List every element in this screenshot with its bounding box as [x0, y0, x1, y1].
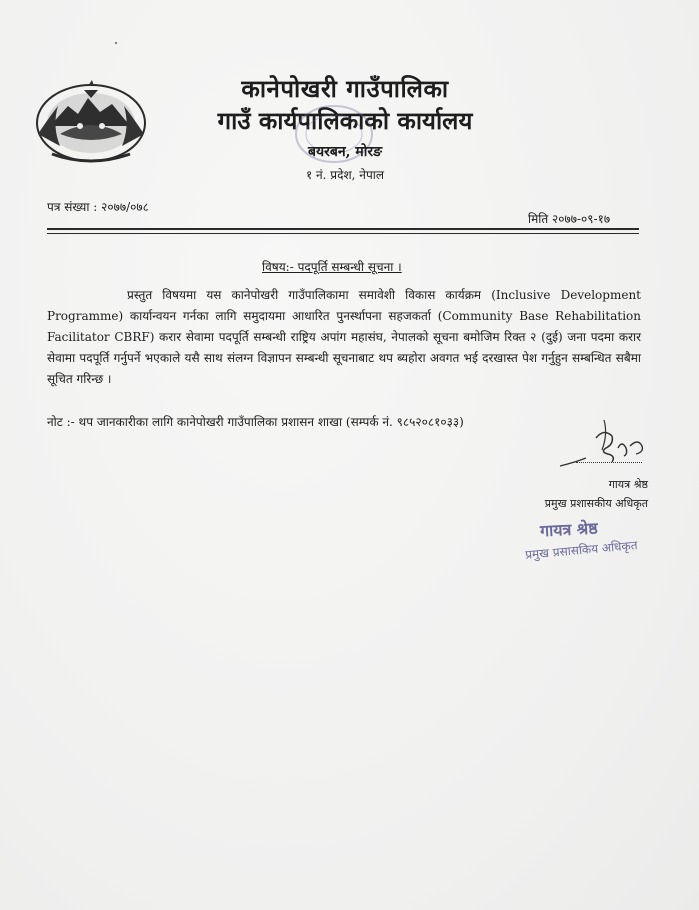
org-name: कानेपोखरी गाउँपालिका	[241, 74, 449, 103]
letter-date: मिति २०७७-०९-१७	[528, 212, 611, 226]
signer-title: प्रमुख प्रशासकीय अधिकृत	[544, 497, 648, 510]
office-name: गाउँ कार्यपालिकाको कार्यालय	[217, 106, 473, 135]
signer-name: गायत्र श्रेष्ठ	[608, 478, 648, 491]
header-divider	[47, 228, 639, 230]
stamp-name: गायत्र श्रेष्ठ	[539, 518, 599, 541]
signature-line	[576, 462, 642, 463]
office-address: बयरबन, मोरङ	[308, 144, 382, 160]
contact-note: नोट :- थप जानकारीका लागि कानेपोखरी गाउँपालिका प्रशासन शाखा (सम्पर्क नं. ९८५२०८१०३३)	[47, 415, 464, 429]
letter-body: प्रस्तुत विषयमा यस कानेपोखरी गाउँपालिकामा समावेशी विकास कार्यक्रम (Inclusive Development Programme) कार्यान्वयन गर्नका लागि समुदायमा आधारित पुनर्स्थापना सहजकर्ता (Community Base Rehabilitation Facilitator CBRF) करार सेवामा पदपूर्ति सम्बन्धी राष्ट्रिय अपांग महासंघ, नेपालको सूचना बमोजिम रिक्त २ (दुई) जना पदमा करार सेवामा पदपूर्ति गर्नुपर्ने भएकाले यसै साथ संलग्न विज्ञापन सम्बन्धी सूचनाबाट थप ब्यहोरा अवगत भई दरखास्त पेश गर्नुहुन सम्बन्धित सबैमा सूचित गरिन्छ ।	[47, 288, 641, 386]
nepal-emblem-icon	[30, 76, 152, 166]
letter-subject: विषय:- पदपूर्ति सम्बन्धी सूचना ।	[262, 260, 402, 274]
office-province: १ नं. प्रदेश, नेपाल	[305, 168, 385, 182]
handwritten-signature-icon	[556, 418, 652, 476]
stamp-title: प्रमुख प्रसासकिय अधिकृत	[524, 538, 639, 562]
letter-number: पत्र संख्या : २०७७/०७८	[47, 200, 149, 214]
paper-speck	[115, 42, 117, 44]
header-divider-thin	[47, 233, 639, 234]
